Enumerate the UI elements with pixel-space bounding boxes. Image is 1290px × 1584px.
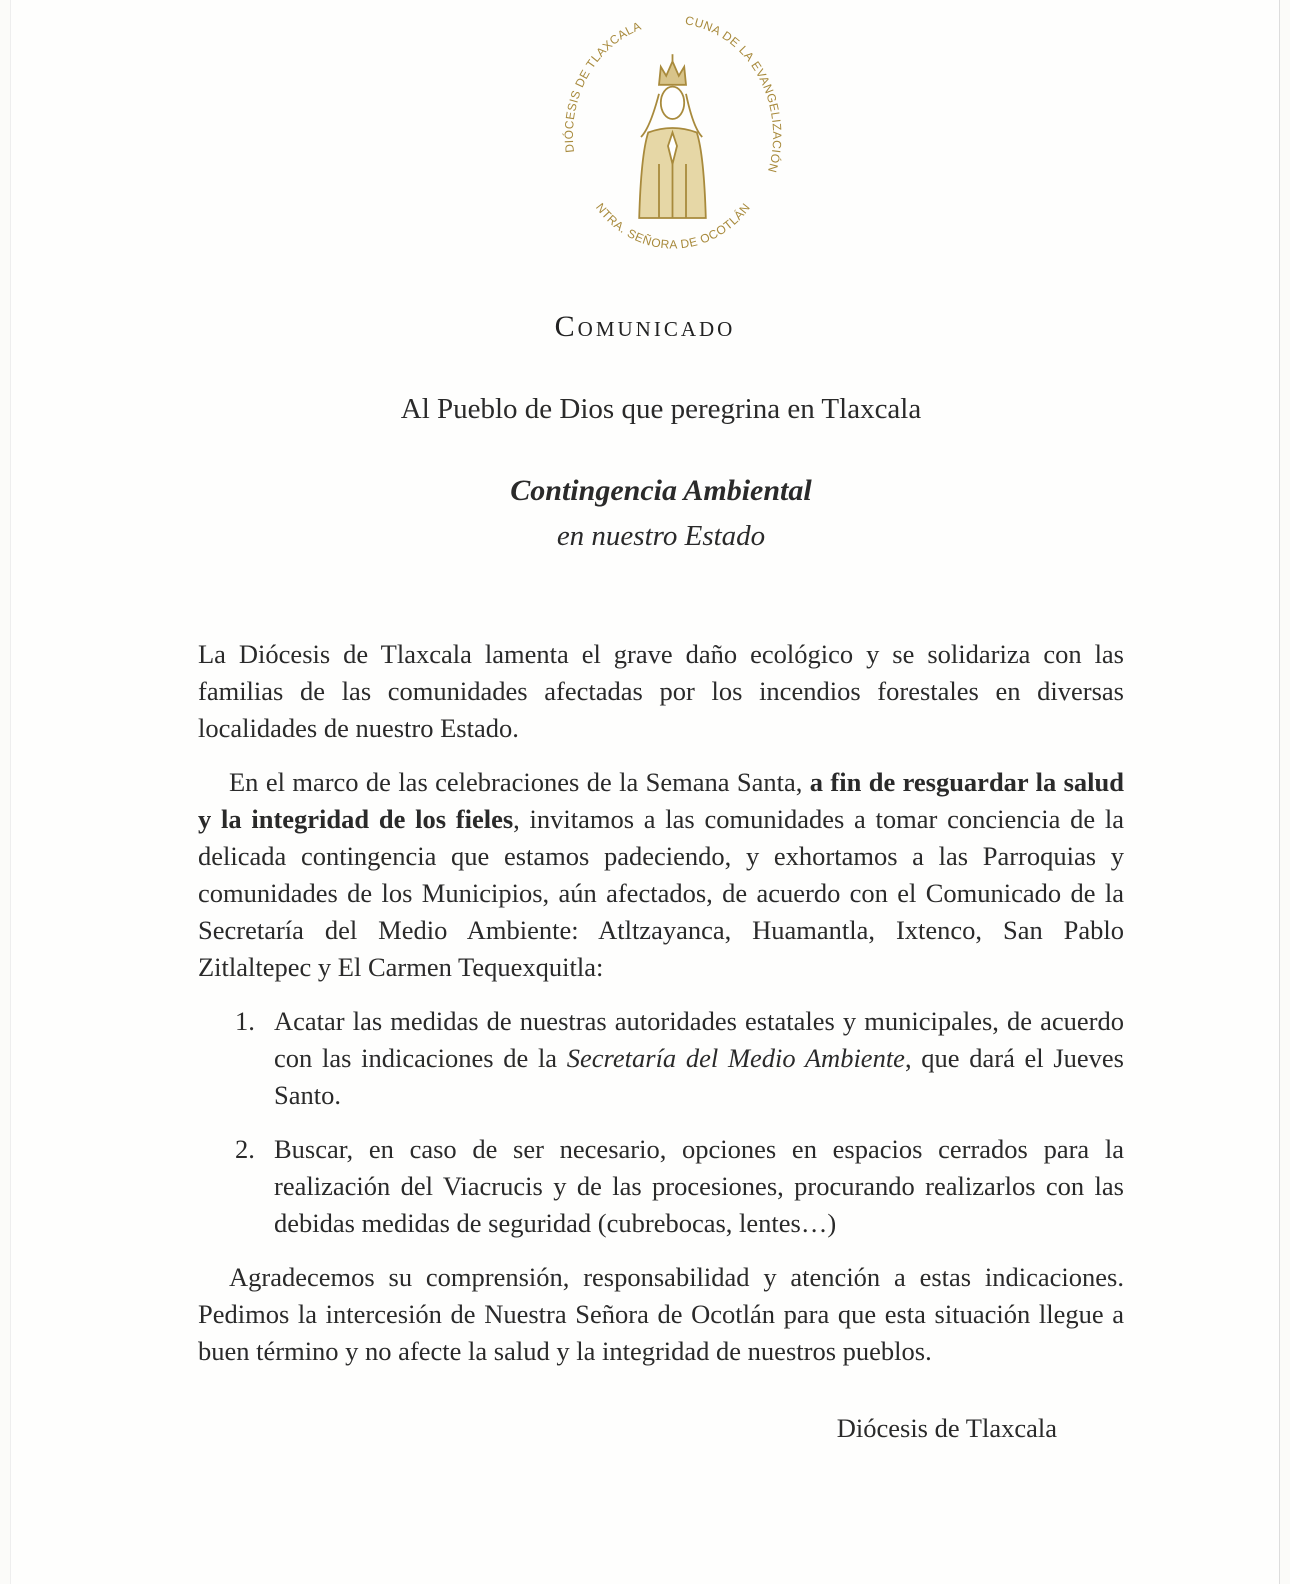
seal-text-bottom: NTRA. SEÑORA DE OCOTLÁN [592, 200, 754, 252]
paragraph-2-text-a: En el marco de las celebraciones de la Semana Santa, [229, 767, 810, 797]
document-heading: Contingencia Ambiental [510, 474, 812, 507]
list-number: 1. [235, 1006, 255, 1036]
list-text-end: , que dará el Jueves Santo. [274, 1043, 1124, 1110]
document-subtitle: Al Pueblo de Dios que peregrina en Tlaxcala [400, 393, 922, 425]
list-text: Buscar, en caso de ser necesario, opciones en espacios cerrados para la realización del Viacrucis y de las procesiones, procurando realizarlos con las debidas medidas de seguridad (cubrebocas, lentes…) [274, 1134, 1124, 1238]
paragraph-2-text-b: , invitamos a las comunidades a tomar conciencia de la delicada contingencia que estamos padeciendo, y exhortamos a las Parroquias y comunidades de los Municipios, aún afectados, de acuerdo con el Comunicado de la Secretaría del Medio Ambiente: Atltzayanca, Huamantla, Ixtenco, San Pablo Zitlaltepec y El Carmen Tequexquitla: [198, 804, 1124, 982]
virgin-figure-icon [639, 54, 706, 218]
list-number: 2. [235, 1134, 255, 1164]
signature: Diócesis de Tlaxcala [836, 1413, 1057, 1443]
list-item [198, 1003, 1124, 1114]
list-item [198, 1131, 1124, 1242]
document-body [198, 636, 1124, 1447]
diocese-seal-logo [553, 6, 793, 264]
seal-text-left: DIÓCESIS DE TLAXCALA [561, 18, 644, 154]
paragraph-1: La Diócesis de Tlaxcala lamenta el grave daño ecológico y se solidariza con las familias de las comunidades afectadas por los incendios forestales en diversas localidades de nuestro Estado. [198, 639, 1124, 743]
paragraph-3: Agradecemos su comprensión, responsabilidad y atención a estas indicaciones. Pedimos la intercesión de Nuestra Señora de Ocotlán para que esta situación llegue a buen término y no afecte la salud y la integridad de nuestros pueblos. [198, 1262, 1124, 1366]
list-italic-text: Secretaría del Medio Ambiente [566, 1043, 905, 1073]
document-heading-sub: en nuestro Estado [556, 520, 766, 552]
instruction-list [198, 1003, 1124, 1242]
document-title: Comunicado [554, 310, 736, 343]
paragraph-2-bold: a fin de resguardar la salud y la integridad de los fieles [198, 767, 1124, 834]
svg-text:DIÓCESIS DE TLAXCALA [561, 19, 644, 154]
paragraph-2 [198, 764, 1124, 986]
seal-text-right: CUNA DE LA EVANGELIZACIÓN [684, 13, 785, 175]
list-text: Acatar las medidas de nuestras autoridades estatales y municipales, de acuerdo con las indicaciones de la [274, 1006, 1124, 1073]
